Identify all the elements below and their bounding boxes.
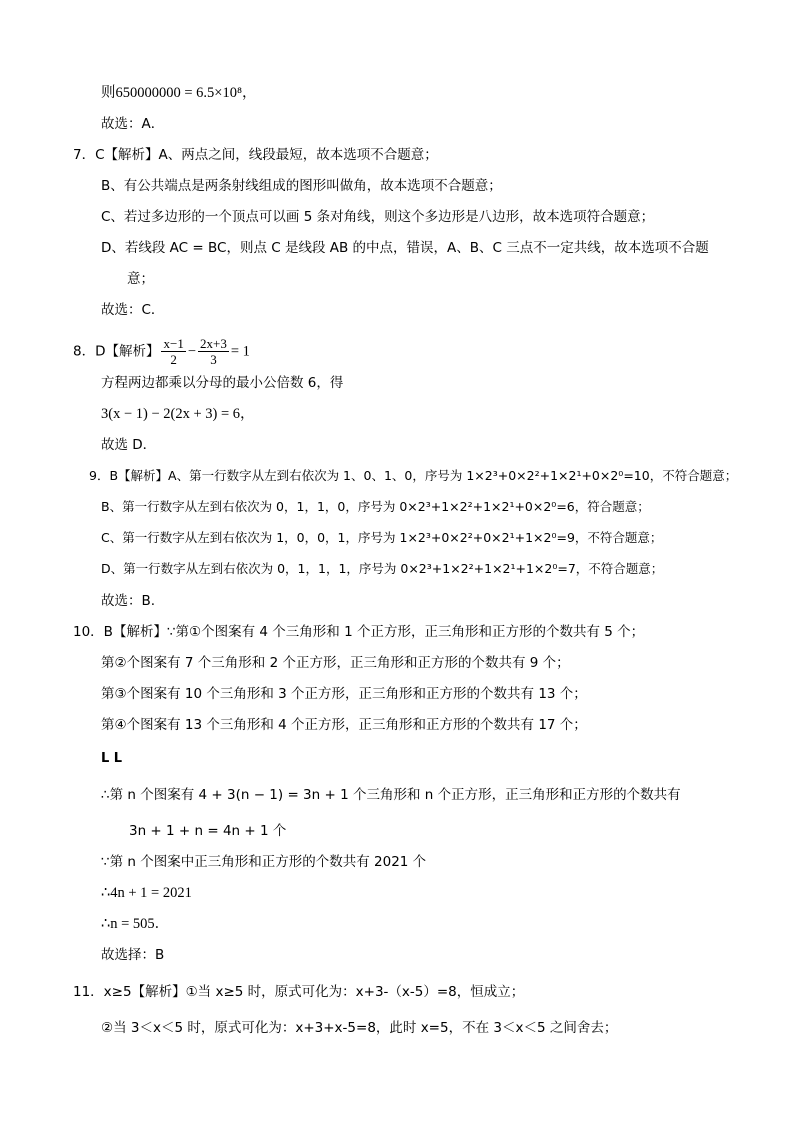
fraction xyxy=(198,336,229,367)
question-7-heading: 7．C【解析】A、两点之间，线段最短，故本选项不合题意； xyxy=(73,147,438,163)
text-line: 故选：A． xyxy=(101,116,165,132)
text-line: 故选择：B xyxy=(101,947,165,963)
equation-line: 3(x − 1) − 2(2x + 3) = 6， xyxy=(101,406,255,422)
fraction-denominator: 2 xyxy=(170,352,177,367)
question-8-label: 8．D【解析】 xyxy=(73,343,160,360)
ellipsis-line: L L xyxy=(101,751,123,766)
text-line: B、有公共端点是两条射线组成的图形叫做角，故本选项不合题意； xyxy=(101,178,502,194)
text-line: 意； xyxy=(127,271,154,287)
text-line: 故选 D． xyxy=(101,437,157,453)
text-line: 故选：C． xyxy=(101,302,165,318)
text-line: D、若线段 AC = BC，则点 C 是线段 AB 的中点，错误，A、B、C 三点不一定共线，故本选项不合题 xyxy=(101,240,709,256)
equation-rhs: = 1 xyxy=(230,343,250,360)
equation-line: ∴n = 505． xyxy=(101,916,170,932)
text-line: ②当 3＜x＜5 时，原式可化为：x+3+x-5=8，此时 x=5，不在 3＜x＜5 之间舍去； xyxy=(101,1020,618,1036)
text-line: ∵第 n 个图案中正三角形和正方形的个数共有 2021 个 xyxy=(101,854,427,870)
question-10-heading: 10．B【解析】∵第①个图案有 4 个三角形和 1 个正方形，正三角形和正方形的个数共有 5 个； xyxy=(73,624,645,640)
text-line: ∴第 n 个图案有 4 + 3(n − 1) = 3n + 1 个三角形和 n 个正方形，正三角形和正方形的个数共有 xyxy=(101,787,681,803)
fraction-numerator: x−1 xyxy=(163,336,184,351)
minus-sign: − xyxy=(187,343,197,360)
text-line: 第②个图案有 7 个三角形和 2 个正方形，正三角形和正方形的个数共有 9 个； xyxy=(101,655,570,671)
text-line: 方程两边都乘以分母的最小公倍数 6，得 xyxy=(101,375,344,391)
fraction-denominator: 3 xyxy=(210,352,217,367)
question-11-heading: 11．x≥5【解析】①当 x≥5 时，原式可化为：x+3-（x-5）=8，恒成立； xyxy=(73,984,525,1000)
text-line: 第④个图案有 13 个三角形和 4 个正方形，正三角形和正方形的个数共有 17 个； xyxy=(101,717,587,733)
fraction xyxy=(161,336,185,367)
question-8-heading xyxy=(73,336,250,367)
text-line: B、第一行数字从左到右依次为 0，1，1，0，序号为 0×2³+1×2²+1×2¹+0×2⁰=6，符合题意； xyxy=(101,499,650,514)
text-line: 第③个图案有 10 个三角形和 3 个正方形，正三角形和正方形的个数共有 13 个； xyxy=(101,686,587,702)
fraction-numerator: 2x+3 xyxy=(200,336,227,351)
text-line: C、若过多边形的一个顶点可以画 5 条对角线，则这个多边形是八边形，故本选项符合题意； xyxy=(101,209,655,225)
question-9-heading: 9．B【解析】A、第一行数字从左到右依次为 1、0、1、0，序号为 1×2³+0×2²+1×2¹+0×2⁰=10，不符合题意； xyxy=(89,468,738,483)
text-line: 故选：B. xyxy=(101,593,156,609)
text-line: 则650000000 = 6.5×10⁸， xyxy=(101,85,257,101)
equation-line: 3n + 1 + n = 4n + 1 个 xyxy=(129,823,287,839)
equation-line: ∴4n + 1 = 2021 xyxy=(101,885,192,901)
text-line: C、第一行数字从左到右依次为 1，0，0，1，序号为 1×2³+0×2²+0×2¹+1×2⁰=9，不符合题意； xyxy=(101,530,663,545)
text-line: D、第一行数字从左到右依次为 0，1，1，1，序号为 0×2³+1×2²+1×2¹+1×2⁰=7，不符合题意； xyxy=(101,561,664,576)
